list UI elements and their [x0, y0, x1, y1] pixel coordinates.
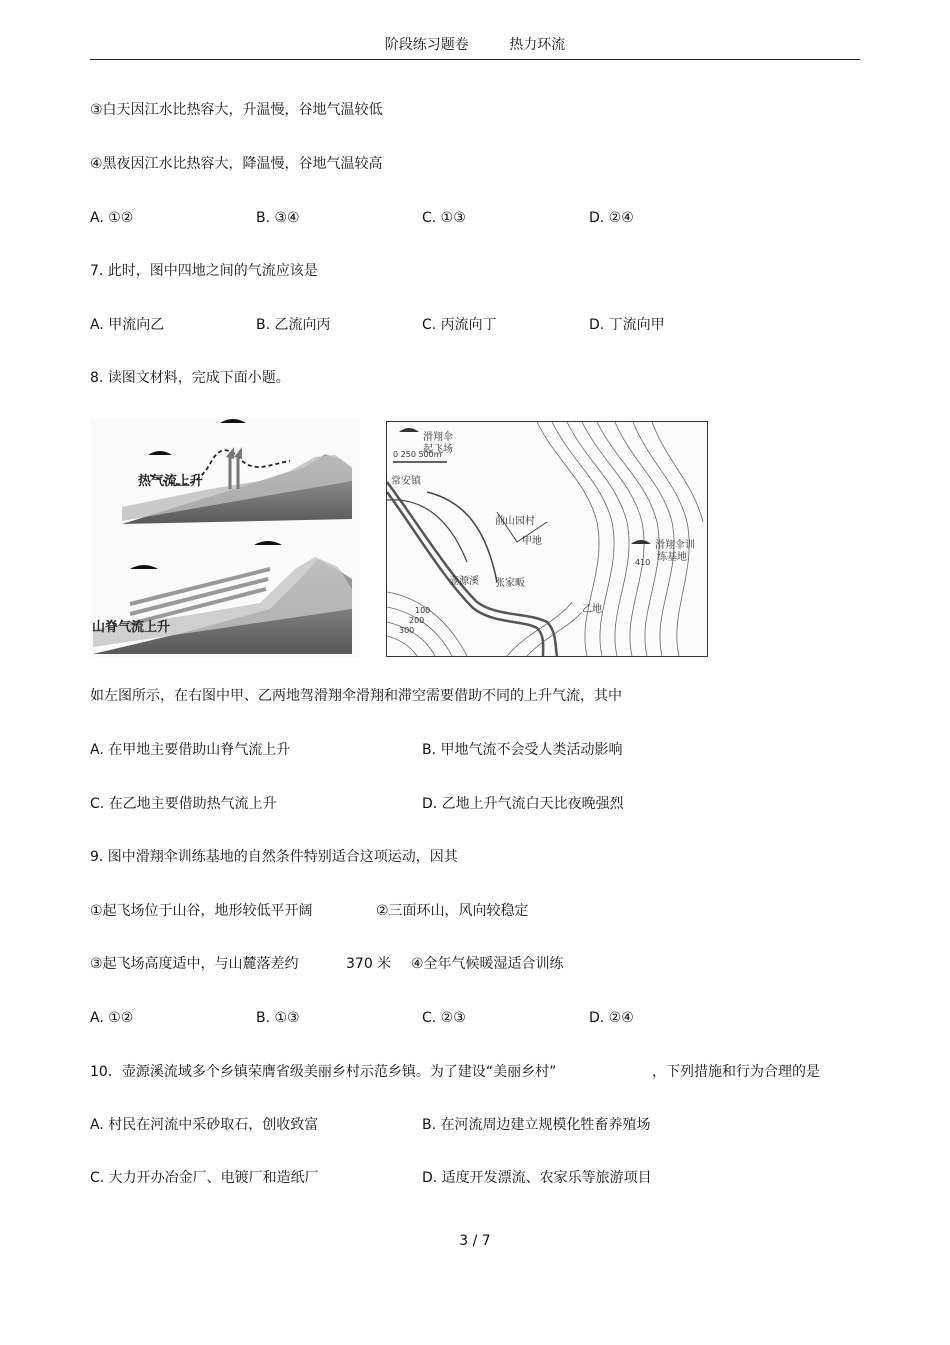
question-10-tail: ，下列措施和行为合理的是: [652, 1064, 820, 1080]
contour-300: 300: [399, 626, 415, 635]
q9-option-d: D. ②④: [589, 1010, 634, 1026]
q6-option-a: A. ①②: [90, 210, 134, 226]
q8-option-d: D. 乙地上升气流白天比夜晚强烈: [422, 796, 624, 812]
q9-option-a: A. ①②: [90, 1010, 134, 1026]
q9-statement-4: ④全年气候暖湿适合训练: [411, 956, 564, 972]
contour-200: 200: [409, 616, 425, 625]
q8-option-a: A. 在甲地主要借助山脊气流上升: [90, 742, 291, 758]
q10-option-a: A. 村民在河流中采砂取石，创收致富: [90, 1117, 319, 1133]
q8-option-b: B. 甲地气流不会受人类活动影响: [422, 742, 623, 758]
question-7: 7. 此时，图中四地之间的气流应该是: [90, 263, 318, 279]
label-river: 壶源溪: [449, 576, 479, 587]
label-base-title: 滑翔伞训: [655, 540, 695, 551]
legend-title: 滑翔伞: [423, 432, 453, 443]
q7-option-b: B. 乙流向丙: [256, 317, 331, 333]
q9-option-b: B. ①③: [256, 1010, 300, 1026]
thermal-label: 热气流上升: [138, 474, 204, 489]
q6-option-c: C. ①③: [422, 210, 466, 226]
header-topic: 热力环流: [509, 37, 566, 53]
q9-statement-3: ③起飞场高度适中，与山麓落差约: [90, 956, 299, 972]
q9-option-c: C. ②③: [422, 1010, 466, 1026]
airflow-illustration: [90, 419, 360, 657]
legend-subtitle: 起飞场: [423, 444, 453, 455]
question-8-figure: [90, 419, 708, 657]
contour-100: 100: [415, 606, 431, 615]
q7-option-c: C. 丙流向丁: [422, 317, 497, 333]
question-10: 10．壶源溪流域多个乡镇荣膺省级美丽乡村示范乡镇。为了建设“美丽乡村”: [90, 1064, 557, 1080]
q10-option-b: B. 在河流周边建立规模化牲畜养殖场: [422, 1117, 651, 1133]
question-8: 8. 读图文材料，完成下面小题。: [90, 370, 290, 386]
q6-option-b: B. ③④: [256, 210, 300, 226]
label-changan-town: 常安镇: [391, 476, 421, 487]
q6-option-d: D. ②④: [589, 210, 634, 226]
q10-option-c: C. 大力开办冶金厂、电镀厂和造纸厂: [90, 1170, 319, 1186]
statement-4: ④黑夜因江水比热容大，降温慢，谷地气温较高: [90, 156, 383, 172]
map-scale: 0 250 500m: [393, 450, 442, 459]
label-jia: 甲地: [522, 536, 542, 547]
contour-map: [386, 421, 708, 657]
q9-statement-1: ①起飞场位于山谷，地形较低平开阔: [90, 903, 313, 919]
contour-410: 410: [635, 558, 651, 567]
q7-option-a: A. 甲流向乙: [90, 317, 165, 333]
q9-statement-2: ②三面环山，风向较稳定: [376, 903, 529, 919]
question-9: 9. 图中滑翔伞训练基地的自然条件特别适合这项运动，因其: [90, 849, 458, 865]
statement-3: ③白天因江水比热容大，升温慢，谷地气温较低: [90, 102, 383, 118]
q10-option-d: D. 适度开发漂流、农家乐等旅游项目: [422, 1170, 652, 1186]
label-qianshan-village: 前山园村: [495, 516, 535, 527]
q7-option-d: D. 丁流向甲: [589, 317, 665, 333]
header-title: 阶段练习题卷: [384, 37, 469, 53]
page-header: [90, 34, 860, 60]
label-zhangjiafan: 张家畈: [495, 578, 525, 589]
question-8-stem: 如左图所示，在右图中甲、乙两地驾滑翔伞滑翔和滞空需要借助不同的上升气流，其中: [90, 688, 622, 704]
q9-statement-3-height: 370 米: [346, 956, 392, 972]
page-number: 3 / 7: [459, 1233, 491, 1249]
label-yi: 乙地: [582, 604, 602, 615]
ridge-label: 山脊气流上升: [92, 620, 171, 635]
label-base-sub: 练基地: [657, 552, 687, 563]
q8-option-c: C. 在乙地主要借助热气流上升: [90, 796, 277, 812]
